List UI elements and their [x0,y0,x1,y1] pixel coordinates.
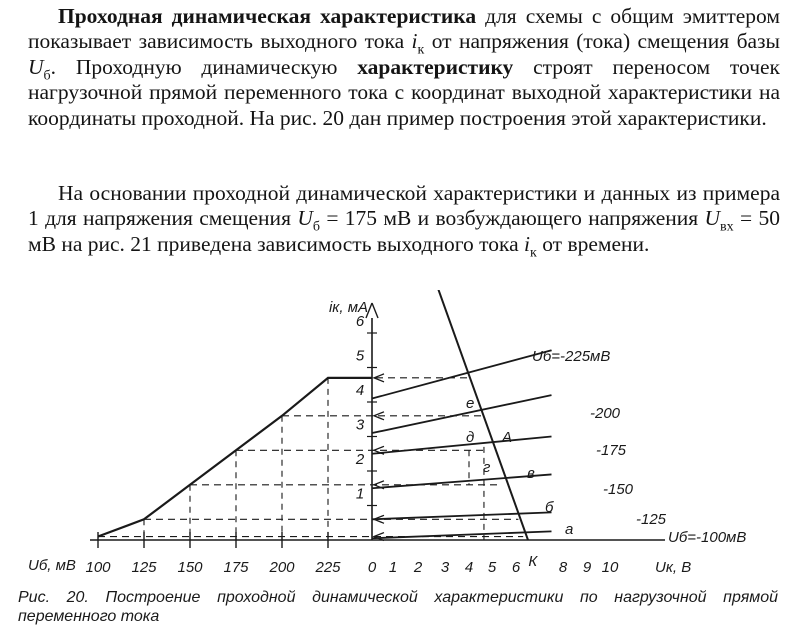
left-tick-label: 200 [269,559,295,576]
output-characteristic-3 [372,474,552,488]
point-k-label: К [528,553,538,570]
text-run: . Проходную динамическую [50,54,358,79]
right-tick-label: 4 [464,559,474,576]
term-characteristic: характеристику [357,54,514,79]
left-tick-label: 150 [177,559,203,576]
right-axis-label: Uк, В [655,559,692,576]
figure-20-chart [0,290,792,590]
left-tick-label: 175 [223,559,249,576]
subscript-k: к [417,42,425,58]
right-tick-label: 8 [558,559,568,576]
subscript-in: вх [720,219,734,235]
curve-label: Uб=-100мВ [668,529,747,546]
var-ub: U [297,206,313,231]
figure-text [28,299,746,576]
subscript-b: б [43,68,51,84]
var-uin: U [704,206,721,231]
figure-caption [18,588,778,626]
text-run: для схемы с общим эмиттером показывает зависимость выходного тока [28,4,780,54]
y-tick-label: 5 [355,347,365,365]
figure-lines [90,290,665,548]
var-ik: i [524,231,531,256]
y-tick-label: 2 [355,451,365,468]
subscript-b: б [312,219,320,235]
text-run: На основании проходной динамической характеристики и данных из примера 1 для напряжения смещения [28,181,780,231]
point-label: А [502,429,513,446]
point-label: г [483,459,491,476]
curve-label: -150 [603,481,634,498]
output-characteristic-1 [372,395,552,433]
caption-text: Построение проходной динамической характеристики по нагрузочной прямой переменного тока [18,589,779,625]
y-tick-label: 3 [355,416,365,434]
curve-label: Uб=-225мВ [532,348,611,365]
var-ik: i [411,29,418,54]
origin-label: 0 [367,559,377,576]
paragraph-1 [28,4,780,131]
text-run: от времени. [536,231,650,256]
point-label: в [527,465,535,482]
caption-label: Рис. 20. [18,589,89,606]
right-tick-label: 2 [413,559,423,576]
left-tick-label: 100 [85,559,111,576]
text-run: строят переносом точек нагрузочной прямой переменного тока с координат выходной характеристики на координаты проходной. На рис. 20 дан пример построения этой характеристики. [28,54,780,130]
curve-label: -200 [590,405,621,422]
point-label: е [466,395,475,412]
output-characteristic-4 [372,512,552,519]
point-label: д [466,429,475,446]
subscript-k: к [530,245,537,261]
right-tick-label: 10 [601,559,619,576]
paragraph-2 [28,181,780,261]
y-tick-label: 1 [355,485,365,503]
y-tick-label: 6 [355,313,365,330]
curve-label: -175 [596,442,627,459]
load-line [434,290,528,540]
text-run: от напряжения (тока) смещения базы [424,29,780,54]
right-tick-label: 6 [511,559,521,576]
point-label: а [565,521,574,538]
curve-label: -125 [636,511,667,528]
text-run: = 175 мВ и возбуждающего напряжения [319,206,705,231]
right-tick-label: 3 [440,559,450,576]
var-ub: U [28,54,44,79]
right-tick-label: 5 [487,559,497,576]
transfer-characteristic-curve [98,378,372,537]
term-transfer-characteristic: Проходная динамическая характеристика [58,4,477,28]
right-tick-label: 1 [388,559,398,576]
point-label: б [545,499,554,516]
left-tick-label: 225 [315,559,341,576]
y-axis-arrow-right [372,303,378,318]
y-axis-label: iк, мА [328,299,368,316]
left-tick-label: 125 [131,559,157,576]
right-tick-label: 9 [582,559,592,576]
left-axis-label: Uб, мВ [28,557,76,574]
y-tick-label: 4 [355,382,365,399]
text-run: = 50 мВ на рис. 21 приведена зависимость выходного тока [28,206,780,256]
output-characteristic-2 [372,437,552,454]
